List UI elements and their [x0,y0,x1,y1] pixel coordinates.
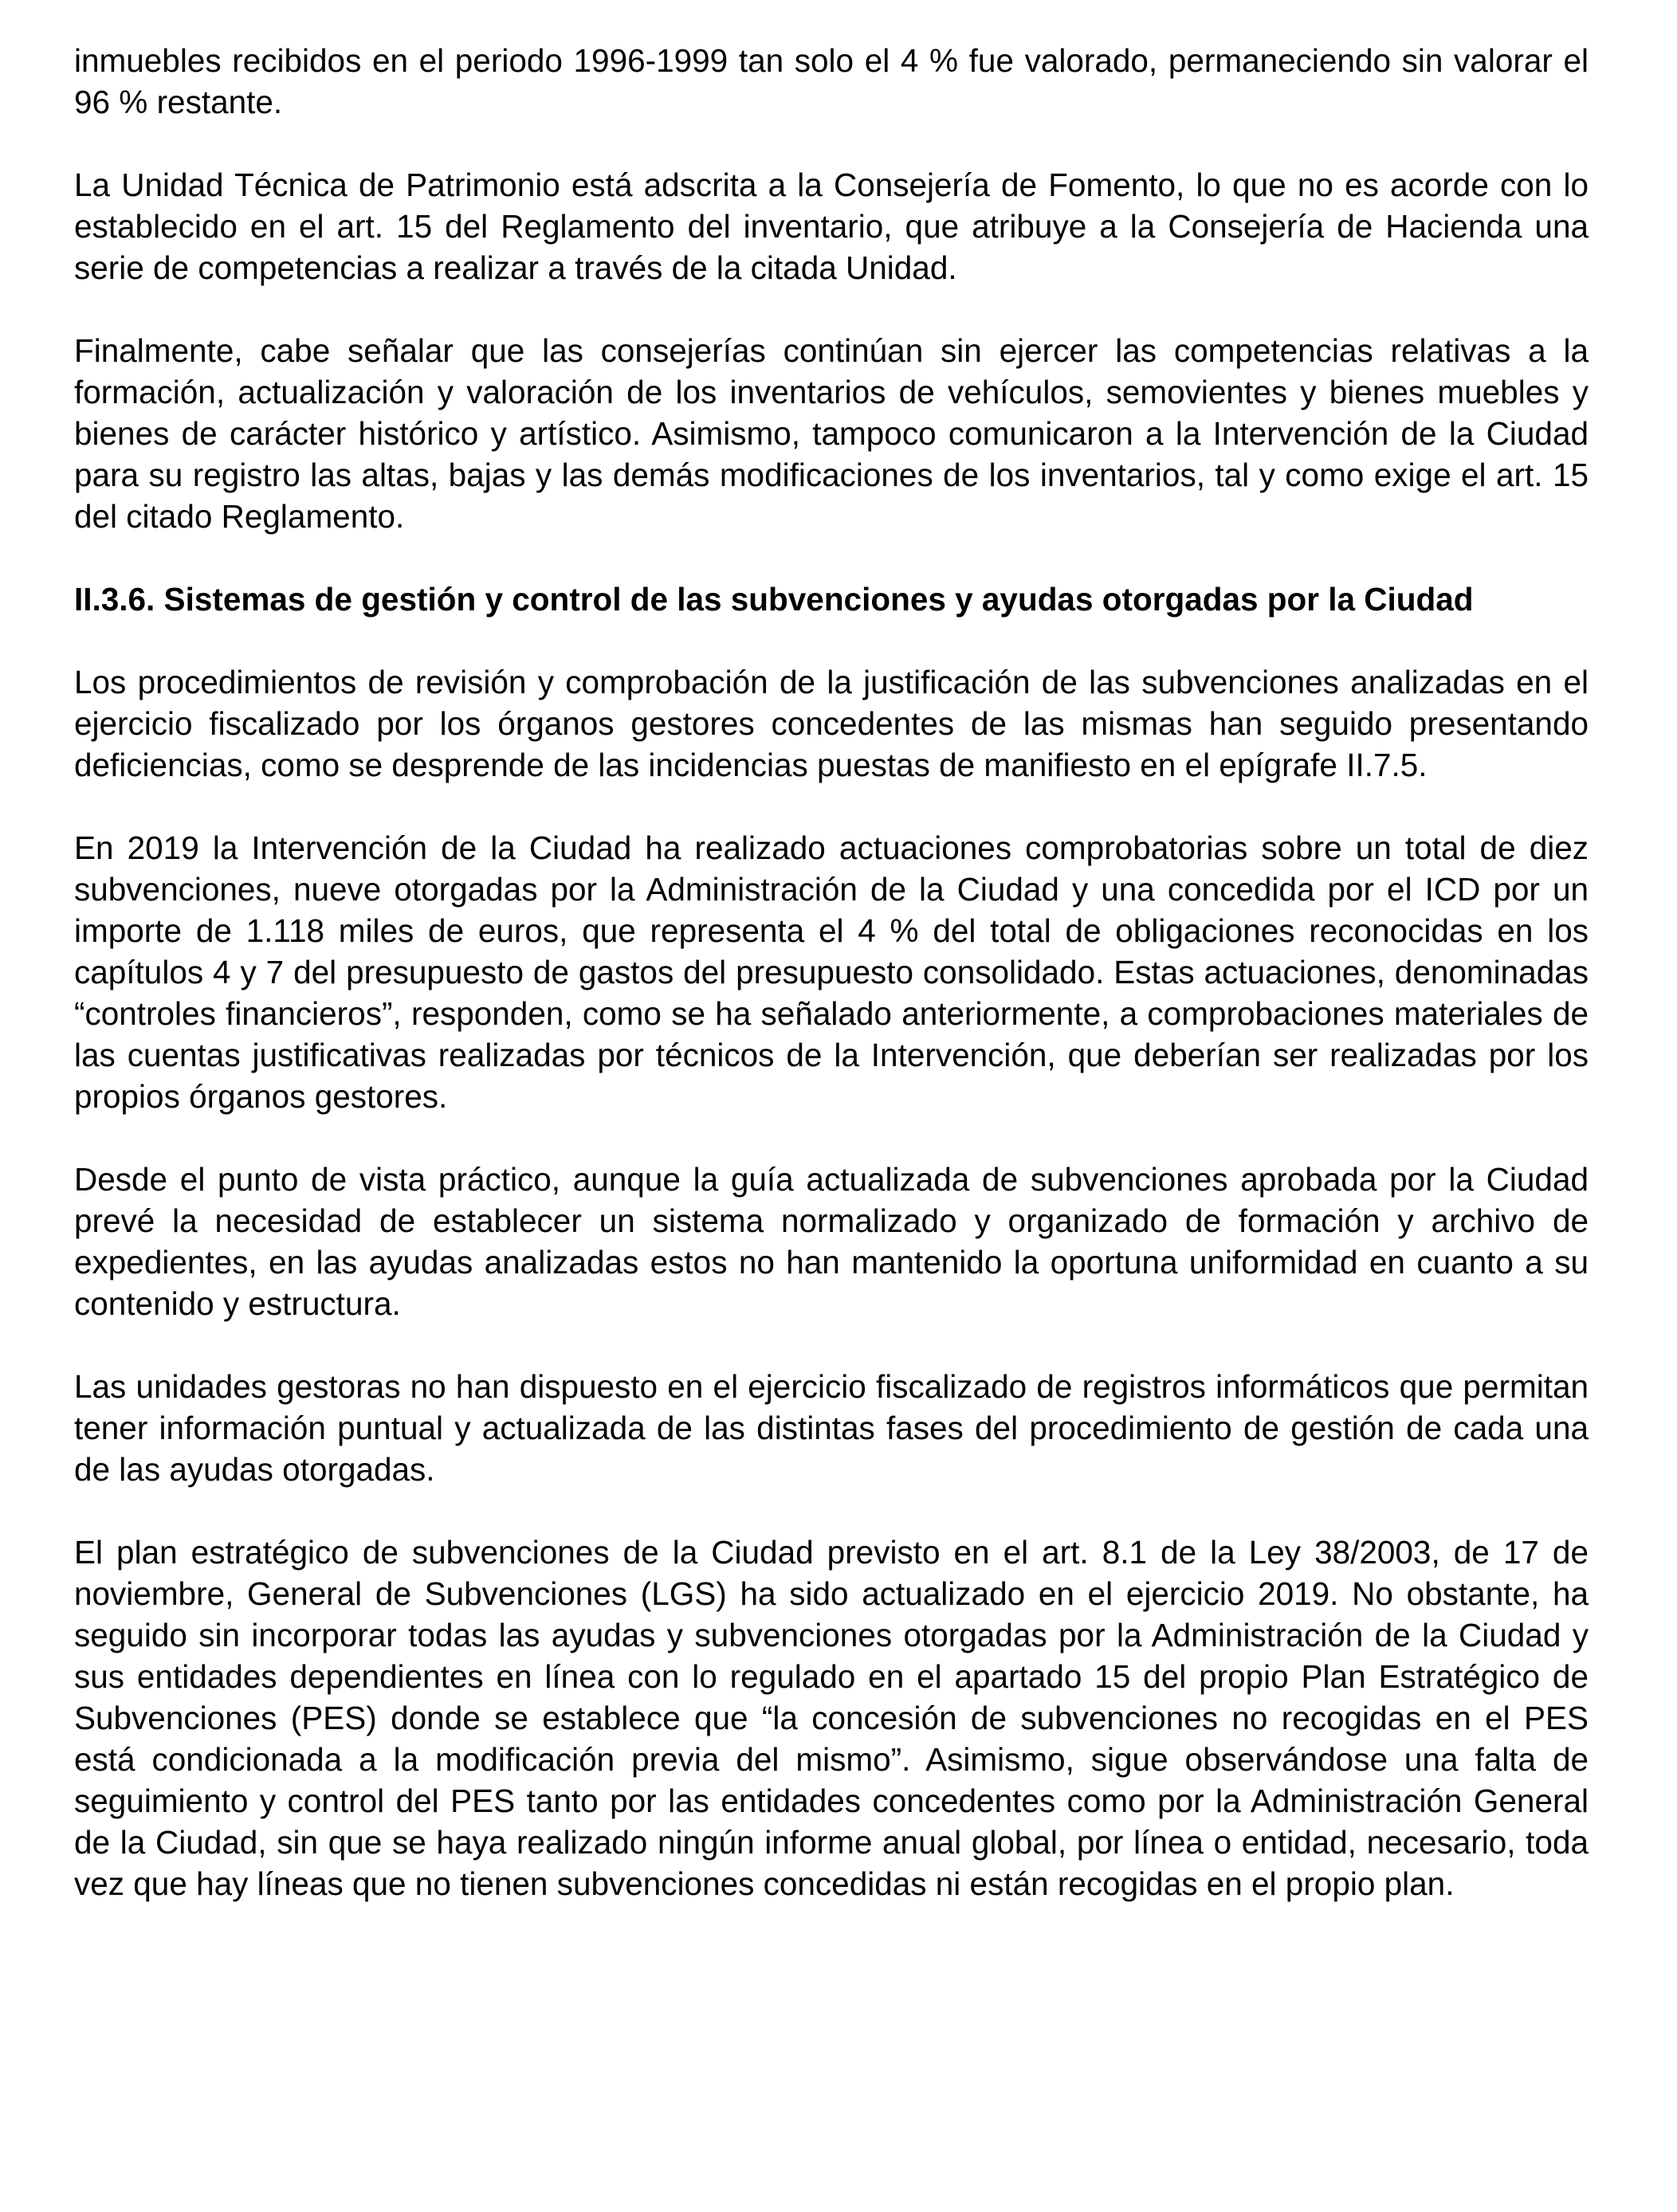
paragraph-practical-guide: Desde el punto de vista práctico, aunque la guía actualizada de subvenciones aprobada por la Ciudad prevé la necesidad de establecer un sistema normalizado y organizado de formación y archivo de expedientes, en las ayudas analizadas estos no han mantenido la oportuna uniformidad en cuanto a su contenido y estructura. [74,1161,1589,1322]
section-heading: II.3.6. Sistemas de gestión y control de las subvenciones y ayudas otorgadas por la Ciudad [74,581,1474,618]
paragraph-strategic-plan: El plan estratégico de subvenciones de la Ciudad previsto en el art. 8.1 de la Ley 38/2003, de 17 de noviembre, General de Subvenciones (LGS) ha sido actualizado en el ejercicio 2019. No obstante, ha seguido sin incorporar todas las ayudas y subvenciones otorgadas por la Administración de la Ciudad y sus entidades dependientes en línea con lo regulado en el apartado 15 del propio Plan Estratégico de Subvenciones (PES) donde se establece que “la concesión de subvenciones no recogidas en el PES está condicionada a la modificación previa del mismo”. Asimismo, sigue observándose una falta de seguimiento y control del PES tanto por las entidades concedentes como por la Administración General de la Ciudad, sin que se haya realizado ningún informe anual global, por línea o entidad, necesario, toda vez que hay líneas que no tienen subvenciones concedidas ni están recogidas en el propio plan. [74,1534,1589,1902]
paragraph-intervention-2019: En 2019 la Intervención de la Ciudad ha realizado actuaciones comprobatorias sobre un total de diez subvenciones, nueve otorgadas por la Administración de la Ciudad y una concedida por el ICD por un importe de 1.118 miles de euros, que representa el 4 % del total de obligaciones reconocidas en los capítulos 4 y 7 del presupuesto de gastos del presupuesto consolidado. Estas actuaciones, denominadas “controles financieros”, responden, como se ha señalado anteriormente, a comprobaciones materiales de las cuentas justificativas realizadas por técnicos de la Intervención, que deberían ser realizadas por los propios órganos gestores. [74,830,1589,1115]
document-page [74,40,1589,1904]
paragraph-revision-procedures: Los procedimientos de revisión y comprobación de la justificación de las subvenciones analizadas en el ejercicio fiscalizado por los órganos gestores concedentes de las mismas han seguido presentando deficiencias, como se desprende de las incidencias puestas de manifiesto en el epígrafe II.7.5. [74,664,1589,783]
paragraph-consejerias-competencies: Finalmente, cabe señalar que las consejerías continúan sin ejercer las competencias relativas a la formación, actualización y valoración de los inventarios de vehículos, semovientes y bienes muebles y bienes de carácter histórico y artístico. Asimismo, tampoco comunicaron a la Intervención de la Ciudad para su registro las altas, bajas y las demás modificaciones de los inventarios, tal y como exige el art. 15 del citado Reglamento. [74,332,1589,535]
paragraph-patrimony-unit: La Unidad Técnica de Patrimonio está adscrita a la Consejería de Fomento, lo que no es acorde con lo establecido en el art. 15 del Reglamento del inventario, que atribuye a la Consejería de Hacienda una serie de competencias a realizar a través de la citada Unidad. [74,167,1589,286]
paragraph-inventory-valuation: inmuebles recibidos en el periodo 1996-1999 tan solo el 4 % fue valorado, permaneciendo sin valorar el 96 % restante. [74,42,1589,120]
paragraph-management-units: Las unidades gestoras no han dispuesto en el ejercicio fiscalizado de registros informáticos que permitan tener información puntual y actualizada de las distintas fases del procedimiento de gestión de cada una de las ayudas otorgadas. [74,1368,1589,1488]
